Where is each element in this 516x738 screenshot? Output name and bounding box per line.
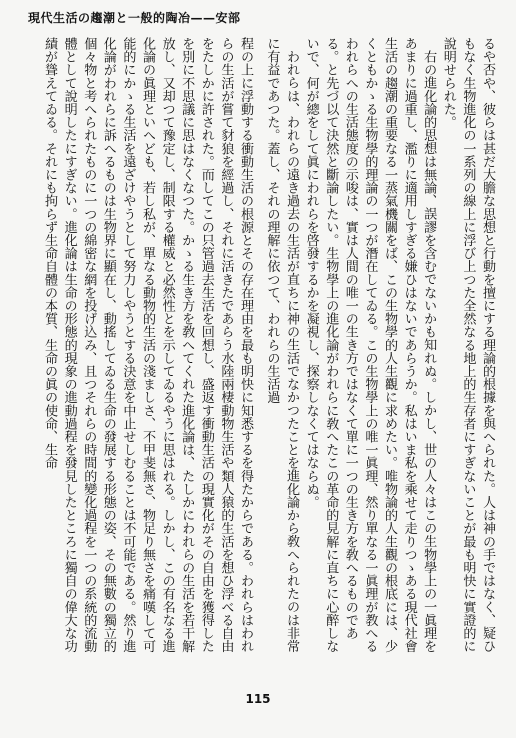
running-header: 現代生活の趨潮と一般的陶冶——安部: [28, 11, 241, 25]
text-column-right: [264, 37, 497, 663]
paragraph: 右の進化論的思想は無論、誤謬を含むでないかも知れぬ。しかし、世の人々はこの生物學上の一眞理をあまりに過重し、濫りに適用しすぎる嫌ひはないであらうか。私はいま私を乘せて走りつゝある現代社會生活の趨潮の重要なる一蒸氣機關をば、この生物學的人生觀に求めたい。唯物論的人生觀の根底には、少くともかゝる生物學的理論の一つが潛在してゐる。この生物學上の唯一眞理、然り單なる一眞理が教へるわれらへの生活態度の示唆は、實は人間の唯一の生き方ではなくて單に一つの生き方を敎へるものである。と先づ以て決然と斷論したい。生物學上の進化論がわれらに敎へたこの革命的見解に直ちに心醉しないで、何が總をして眞にわれらを啓發するかを凝視し、探察しなくてはならぬ。: [303, 37, 437, 653]
page-number: 115: [245, 692, 271, 706]
paragraph: 程の上に浮動する衝動生活の根源とその存在理由を最も明快に知悉するを得たからである。われらはわれらの生活が嘗て豺狼を經過し、それに活きたであらう水陸兩棲動物生活や類人猿的生活を想ひ浮べる自由をたしかに許された。而してこの只管過去生活を回想し、盛返す衝動生活の現實化がその自由を獲得したを別に不思議に思はなくなつた。かゝる生き方を敎へてくれた進化論は、たしかにわれらの生活を若干解放し、又却つて豫定し、制限する權威と必然性とを示してゐるやうに思はれる。しかし、この有名なる進化論の眞理といへども、若し私が、單なる動物的生活の淺ましさ、不甲斐無さ、物足り無さを痛嘆して可能的にかゝる生活を遠ざけやうとして努力しやうとする決意を中止せしむることは不可能である。然り進化論がわれらに訴へるものは生物界に顯在し、動搖してゐる生命の發展する形態の姿、その無數の獨立的個々物と考へられたものに一つの綿密な網を投げ込み、且つそれらの時間的變化過程を一つの系統的流動體として說明したにすぎない。進化論は生命の形態的現象の進動過程を發見したところに獨自の偉大な功績が聳えてゐる。それにも拘らず生命自體の本質、生命の眞の使命、生命: [42, 37, 253, 653]
paragraph: われらは、われらの遠き過去の生活が直ちに神の生活でなかつたことを進化論から敎へられたのは非常に有益であつた。蓋し、それの理解に依つて、われらの生活過: [264, 37, 300, 653]
text-column-left: [30, 37, 255, 663]
paragraph: るや否や、彼らは甚だ大膽な思想と行動を擅にする理論的根據を與へられた。人は神の手ではなく、疑ひもなく生物進化の一系列の線上に浮び上つた全然なる地上的生存者にすぎないことが最も明快に實證的に說明せられた。: [440, 37, 495, 653]
